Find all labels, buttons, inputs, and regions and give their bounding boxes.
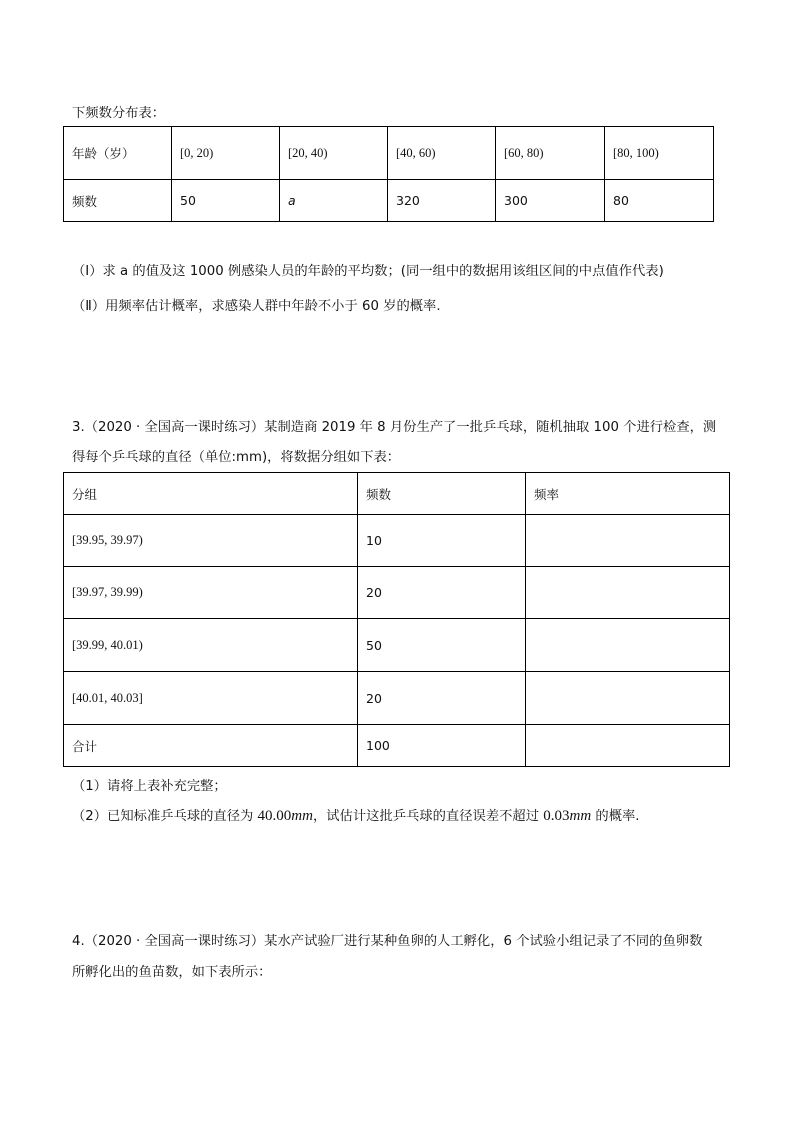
intro-label: 下频数分布表： [72,106,166,121]
table-cell: [39.97, 39.99) [64,567,358,619]
table-header-row [64,473,730,515]
table-cell: 年龄（岁） [64,127,172,180]
age-frequency-table [63,126,714,222]
table-row [64,672,730,725]
table-cell: [39.99, 40.01) [64,619,358,672]
table-cell: 频数 [358,473,526,515]
question-3-line-2: 得每个乒乓球的直径（单位:mm)，将数据分组如下表： [72,450,401,465]
table-cell: 20 [358,567,526,619]
table-row [64,515,730,567]
table-cell: a [280,180,388,222]
question-2-part-1: （Ⅰ）求 a 的值及这 1000 例感染人员的年龄的平均数；(同一组中的数据用该组区间的中点值作代表) [72,264,664,279]
table-cell: [40.01, 40.03] [64,672,358,725]
table-row [64,180,714,222]
table-cell: [60, 80) [496,127,605,180]
table-header-row [64,127,714,180]
sub-2-value-2: 0.03 [543,808,570,824]
question-3-line-1: 3.（2020 · 全国高一课时练习）某制造商 2019 年 8 月份生产了一批乒乓球，随机抽取 100 个进行检查，测 [72,420,717,435]
table-row [64,725,730,767]
sub-2-text-b: ，试估计这批乒乓球的直径误差不超过 [312,809,544,824]
table-cell: [39.95, 39.97) [64,515,358,567]
table-cell: 频率 [526,473,730,515]
sub-2-unit-1: mm [291,808,313,824]
table-cell: 80 [605,180,714,222]
table-cell: 10 [358,515,526,567]
sub-2-text-a: （2）已知标准乒乓球的直径为 [72,809,258,824]
question-3-sub-2 [72,805,640,825]
table-cell: 100 [358,725,526,767]
table-cell: [80, 100) [605,127,714,180]
table-cell: [40, 60) [388,127,496,180]
table-cell [526,515,730,567]
sub-2-text-c: 的概率. [591,809,640,824]
table-cell: 20 [358,672,526,725]
sub-2-value-1: 40.00 [257,808,292,824]
table-cell: 300 [496,180,605,222]
question-2-part-2: （Ⅱ）用频率估计概率，求感染人群中年龄不小于 60 岁的概率. [72,299,441,314]
table-cell: 频数 [64,180,172,222]
table-cell: 50 [172,180,280,222]
table-row [64,619,730,672]
table-cell [526,619,730,672]
table-cell: 50 [358,619,526,672]
table-cell: 分组 [64,473,358,515]
table-row [64,567,730,619]
question-4-line-2: 所孵化出的鱼苗数，如下表所示： [72,965,272,980]
table-cell: [20, 40) [280,127,388,180]
table-cell [526,567,730,619]
table-cell: [0, 20) [172,127,280,180]
question-4-line-1: 4.（2020 · 全国高一课时练习）某水产试验厂进行某种鱼卵的人工孵化，6 个试验小组记录了不同的鱼卵数 [72,934,703,949]
sub-2-unit-2: mm [569,808,592,824]
table-cell: 320 [388,180,496,222]
table-cell [526,725,730,767]
table-cell [526,672,730,725]
diameter-frequency-table [63,472,730,767]
question-3-sub-1: （1）请将上表补充完整； [72,779,227,794]
table-cell: 合计 [64,725,358,767]
